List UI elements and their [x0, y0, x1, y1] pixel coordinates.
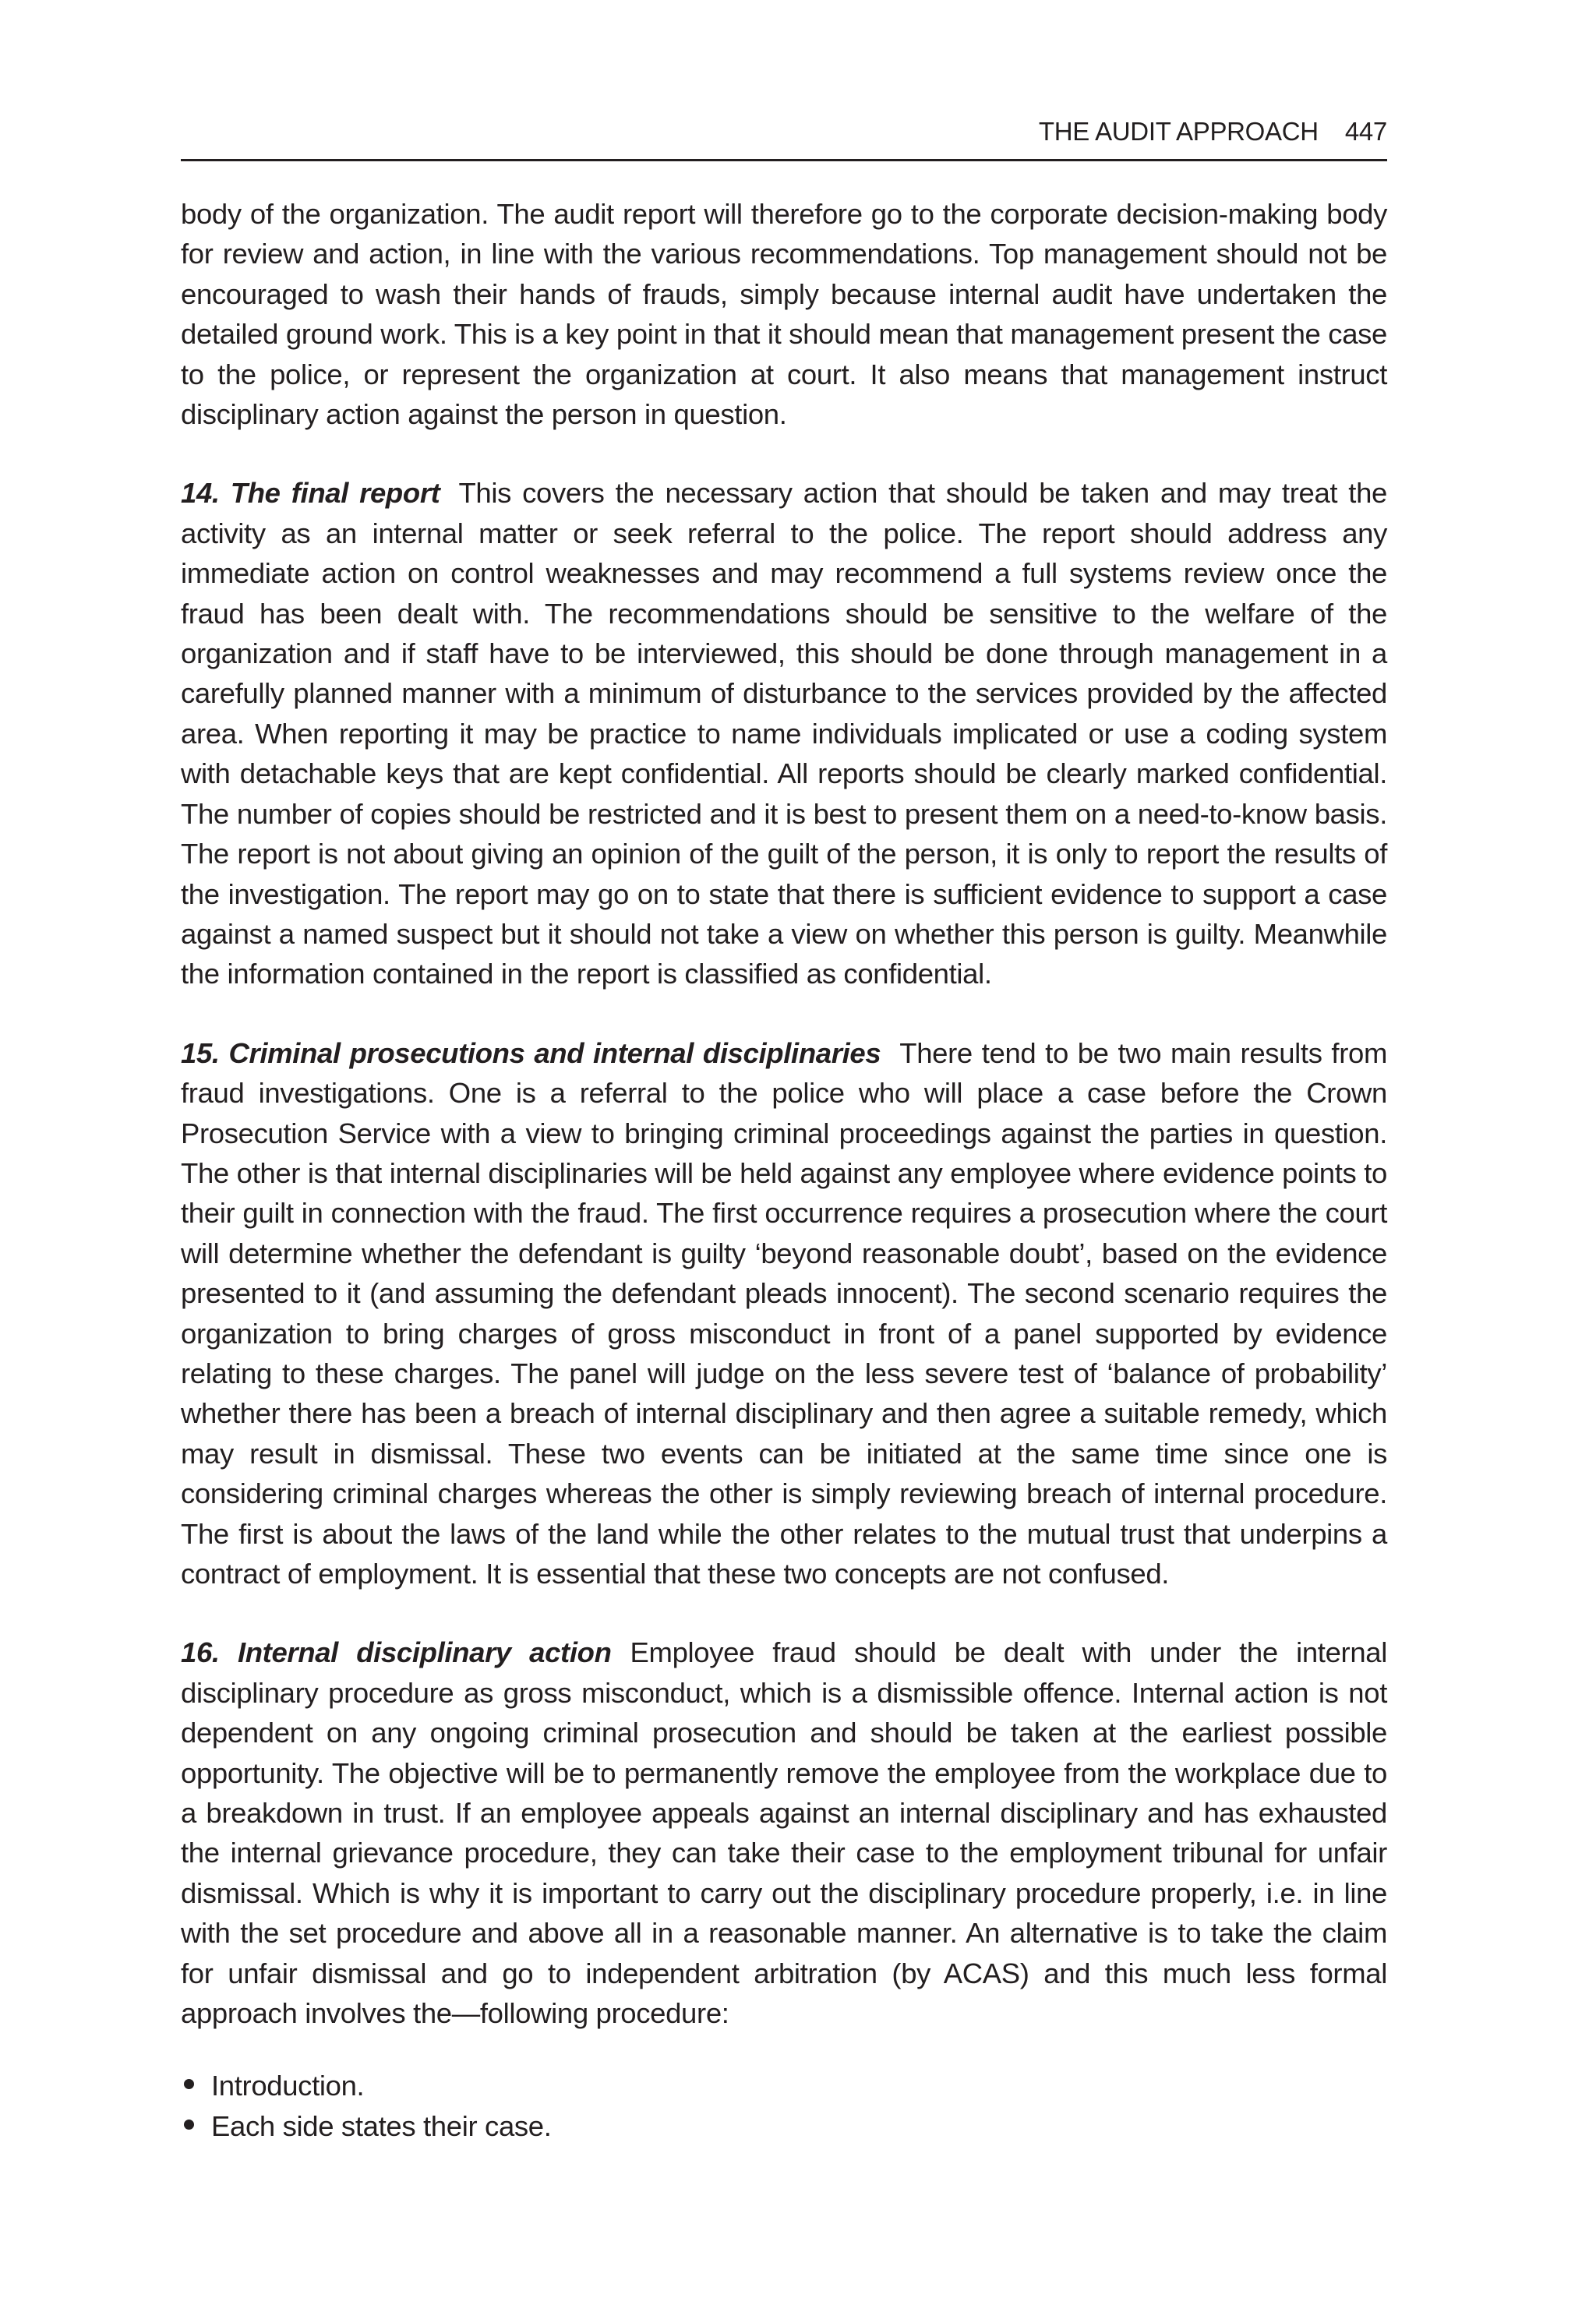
page-number: 447 — [1344, 117, 1387, 146]
bullet-list — [181, 2066, 1387, 2146]
paragraph-final-report — [181, 473, 1387, 994]
paragraph-text: There tend to be two main results from fraud investigations. One is a referral to the police who will place a case before the Crown Prosecution Service with a view to bringing criminal proceedings against the parties in question. The other is that internal disciplinaries will be held against any employee where evidence points to their guilt in connection with the fraud. The first occurrence requires a prosecution where the court will determine whether the defendant is guilty ‘beyond reasonable doubt’, based on the evidence presented to it (and assuming the defendant pleads innocent). The second scenario requires the organization to bring charges of gross misconduct in front of a panel supported by evidence relating to these charges. The panel will judge on the less severe test of ‘balance of probability’ whether there has been a breach of internal disciplinary and then agree a suitable remedy, which may result in dismissal. These two events can be initiated at the same time since one is considering criminal charges whereas the other is simply reviewing breach of internal procedure. The first is about the laws of the land while the other relates to the mutual trust that underpins a contract of employment. It is essential that these two concepts are not confused. — [181, 1036, 1388, 1590]
bullet-icon — [184, 2120, 194, 2130]
body-text — [181, 194, 1387, 2146]
list-item — [181, 2066, 1387, 2105]
paragraph-text: Employee fraud should be dealt with under the internal disciplinary procedure as gross misconduct, which is a dismissible offence. Internal action is not dependent on any ongoing criminal prosecution and should be taken at the earliest possible opportunity. The objective will be to permanently remove the employee from the workplace due to a breakdown in trust. If an employee appeals against an internal disciplinary and has exhausted the internal grievance procedure, they can take their case to the employment tribunal for unfair dismissal. Which is why it is important to carry out the disciplinary procedure properly, i.e. in line with the set procedure and above all in a reasonable manner. An alternative is to take the claim for unfair dismissal and go to independent arbitration (by ACAS) and this much less formal approach involves the—following procedure: — [181, 1636, 1387, 2030]
paragraph-criminal-prosecutions — [181, 1033, 1387, 1594]
paragraph-internal-disciplinary-action — [181, 1632, 1387, 2033]
book-page — [181, 117, 1387, 2146]
section-heading: 16. Internal disciplinary action — [181, 1636, 612, 1669]
list-item — [181, 2106, 1387, 2146]
bullet-icon — [184, 2079, 194, 2089]
paragraph-text: This covers the necessary action that should be taken and may treat the activity as an internal matter or seek referral to the police. The report should address any immediate action on control weaknesses and may recommend a full systems review once the fraud has been dealt with. The recommendations should be sensitive to the welfare of the organization and if staff have to be interviewed, this should be done through management in a carefully planned manner with a minimum of disturbance to the services provided by the affected area. When reporting it may be practice to name individuals implicated or use a coding system with detachable keys that are kept confidential. All reports should be clearly marked confidential. The number of copies should be restricted and it is best to present them on a need-to-know basis. The report is not about giving an opinion of the guilt of the person, it is only to report the results of the investigation. The report may go on to state that there is sufficient evidence to support a case against a named suspect but it should not take a view on whether this person is guilty. Meanwhile the information contained in the report is classified as confidential. — [181, 477, 1387, 990]
running-head — [181, 117, 1387, 161]
section-heading: 14. The final report — [181, 477, 440, 510]
list-item-text: Introduction. — [211, 2070, 365, 2102]
paragraph-continuation — [181, 194, 1387, 434]
section-heading: 15. Criminal prosecutions and internal disciplinaries — [181, 1036, 881, 1069]
list-item-text: Each side states their case. — [211, 2109, 552, 2142]
running-head-title: THE AUDIT APPROACH — [1038, 117, 1319, 146]
paragraph-text: body of the organization. The audit report will therefore go to the corporate decision-making body for review and action, in line with the various recommendations. Top management should not be encouraged to wash their hands of frauds, simply because internal audit have undertaken the detailed ground work. This is a key point in that it should mean that management present the case to the police, or represent the organization at court. It also means that management instruct disciplinary action against the person in question. — [181, 198, 1387, 431]
